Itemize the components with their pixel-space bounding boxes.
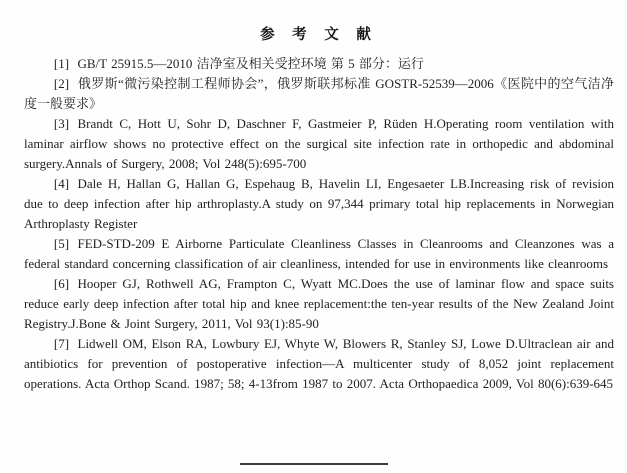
reference-item [24, 74, 614, 114]
reference-label: [1] [53, 56, 70, 71]
reference-label: [3] [53, 116, 70, 131]
reference-text: 俄罗斯“微污染控制工程师协会”，俄罗斯联邦标准 GOSTR-52539—2006《医院中的空气洁净度一般要求》 [24, 76, 614, 111]
page-title: 参 考 文 献 [260, 27, 378, 43]
reference-text: Brandt C, Hott U, Sohr D, Daschner F, Gastmeier P, Rüden H.Operating room ventilation with laminar airflow shows no protective effect on the surgical site infection rate in orthopedic and abdominal surgery.Annals of Surgery, 2008; Vol 248(5):695-700 [24, 116, 614, 171]
reference-item [24, 334, 614, 394]
footer-divider [240, 463, 388, 465]
reference-item [24, 54, 614, 74]
reference-label: [4] [53, 176, 70, 191]
reference-label: [6] [53, 276, 70, 291]
reference-item [24, 174, 614, 234]
reference-label: [7] [53, 336, 70, 351]
reference-text: FED-STD-209 E Airborne Particulate Cleanliness Classes in Cleanrooms and Cleanzones was a federal standard concerning classification of air cleanliness, intended for use in environments like cleanrooms [24, 236, 614, 271]
reference-text: Lidwell OM, Elson RA, Lowbury EJ, Whyte W, Blowers R, Stanley SJ, Lowe D.Ultraclean air and antibiotics for prevention of postoperative infection—A multicenter study of 8,052 joint replacement operations. Acta Orthop Scand. 1987; 58; 4-13from 1987 to 2007. Acta Orthopaedica 2009, Vol 80(6):639-645 [24, 336, 614, 391]
reference-text: Dale H, Hallan G, Hallan G, Espehaug B, Havelin LI, Engesaeter LB.Increasing risk of revision due to deep infection after hip arthroplasty.A study on 97,344 primary total hip replacements in Norwegian Arthroplasty Register [24, 176, 614, 231]
reference-text: GB/T 25915.5—2010 洁净室及相关受控环境 第 5 部分：运行 [77, 56, 424, 71]
reference-text: Hooper GJ, Rothwell AG, Frampton C, Wyatt MC.Does the use of laminar flow and space suits reduce early deep infection after total hip and knee replacement:the ten-year results of the New Zealand Joint Registry.J.Bone & Joint Surgery, 2011, Vol 93(1):85-90 [24, 276, 614, 331]
reference-item [24, 274, 614, 334]
reference-item [24, 114, 614, 174]
reference-label: [5] [53, 236, 70, 251]
reference-label: [2] [53, 76, 70, 91]
reference-item [24, 234, 614, 274]
